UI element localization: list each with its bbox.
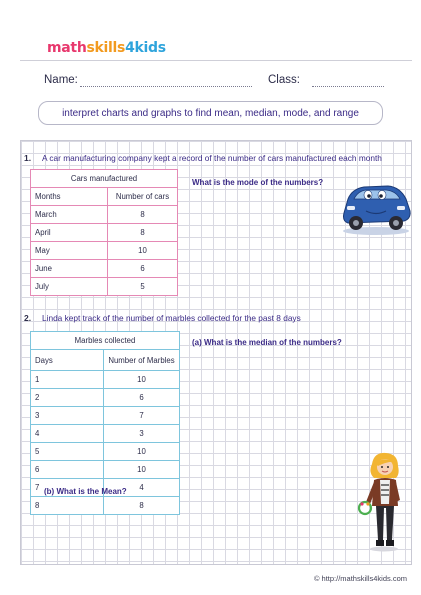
- q2-day: 4: [31, 425, 104, 443]
- name-field[interactable]: [80, 86, 252, 87]
- table-row: [31, 260, 178, 278]
- table-caption-row: [31, 170, 178, 188]
- table-row: [31, 443, 180, 461]
- q1-cars: 6: [108, 260, 178, 278]
- table-row: [31, 389, 180, 407]
- q1-header-months: Months: [31, 188, 108, 206]
- class-label: Class:: [268, 74, 300, 86]
- q1-month: July: [31, 278, 108, 296]
- q1-text: A car manufacturing company kept a record of the number of cars manufactured each month: [42, 153, 382, 163]
- table-row: [31, 371, 180, 389]
- table-row: [31, 461, 180, 479]
- table-row: [31, 407, 180, 425]
- q2-day: 5: [31, 443, 104, 461]
- table-row: [31, 242, 178, 260]
- q2-day: 3: [31, 407, 104, 425]
- girl-illustration: [356, 452, 410, 552]
- q1-cars: 8: [108, 224, 178, 242]
- q1-cars: 5: [108, 278, 178, 296]
- table-caption-row: [31, 332, 180, 350]
- q2-number: 2.: [24, 313, 32, 323]
- logo-part-math: math: [47, 40, 87, 56]
- q1-number: 1.: [24, 153, 32, 163]
- q2-header-days: Days: [31, 350, 104, 371]
- car-illustration: [338, 175, 414, 237]
- q1-month: May: [31, 242, 108, 260]
- logo-part-kids: 4kids: [125, 40, 166, 56]
- footer-url: © http://mathskills4kids.com: [313, 574, 407, 583]
- subject-title: interpret charts and graphs to find mean, median, mode, and range: [62, 108, 359, 119]
- q1-header-cars: Number of cars: [108, 188, 178, 206]
- q2-marbles: 7: [104, 407, 180, 425]
- class-field[interactable]: [312, 86, 384, 87]
- q2-day: 1: [31, 371, 104, 389]
- subject-box: [38, 101, 383, 125]
- q2-text: Linda kept track of the number of marbles collected for the past 8 days: [42, 313, 301, 323]
- table-header-row: [31, 350, 180, 371]
- table-row: [31, 497, 180, 515]
- q1-cars: 8: [108, 206, 178, 224]
- q2-header-marbles: Number of Marbles: [104, 350, 180, 371]
- table-header-row: [31, 188, 178, 206]
- table-row: [31, 206, 178, 224]
- q1-month: April: [31, 224, 108, 242]
- q2-marbles: 6: [104, 389, 180, 407]
- table-row: [31, 425, 180, 443]
- q2-marbles: 10: [104, 371, 180, 389]
- q2-marbles: 4: [104, 479, 180, 497]
- q2-question-a: (a) What is the median of the numbers?: [192, 338, 342, 347]
- q2-day: 6: [31, 461, 104, 479]
- q1-month: June: [31, 260, 108, 278]
- table-row: [31, 278, 178, 296]
- q2-day: 2: [31, 389, 104, 407]
- q2-day: 7: [31, 479, 104, 497]
- q2-marbles: 10: [104, 461, 180, 479]
- logo: [47, 40, 166, 56]
- logo-part-skills: skills: [86, 40, 126, 56]
- q2-table-caption: Marbles collected: [31, 332, 180, 350]
- q1-table: [30, 169, 178, 296]
- table-row: [31, 224, 178, 242]
- q2-day: 8: [31, 497, 104, 515]
- q1-question: What is the mode of the numbers?: [192, 178, 324, 187]
- q1-table-caption: Cars manufactured: [31, 170, 178, 188]
- q1-cars: 10: [108, 242, 178, 260]
- q2-marbles: 3: [104, 425, 180, 443]
- name-label: Name:: [44, 74, 78, 86]
- q1-month: March: [31, 206, 108, 224]
- q2-question-b: (b) What is the Mean?: [44, 487, 127, 496]
- q2-marbles: 10: [104, 443, 180, 461]
- header-divider: [20, 60, 412, 61]
- q2-marbles: 8: [104, 497, 180, 515]
